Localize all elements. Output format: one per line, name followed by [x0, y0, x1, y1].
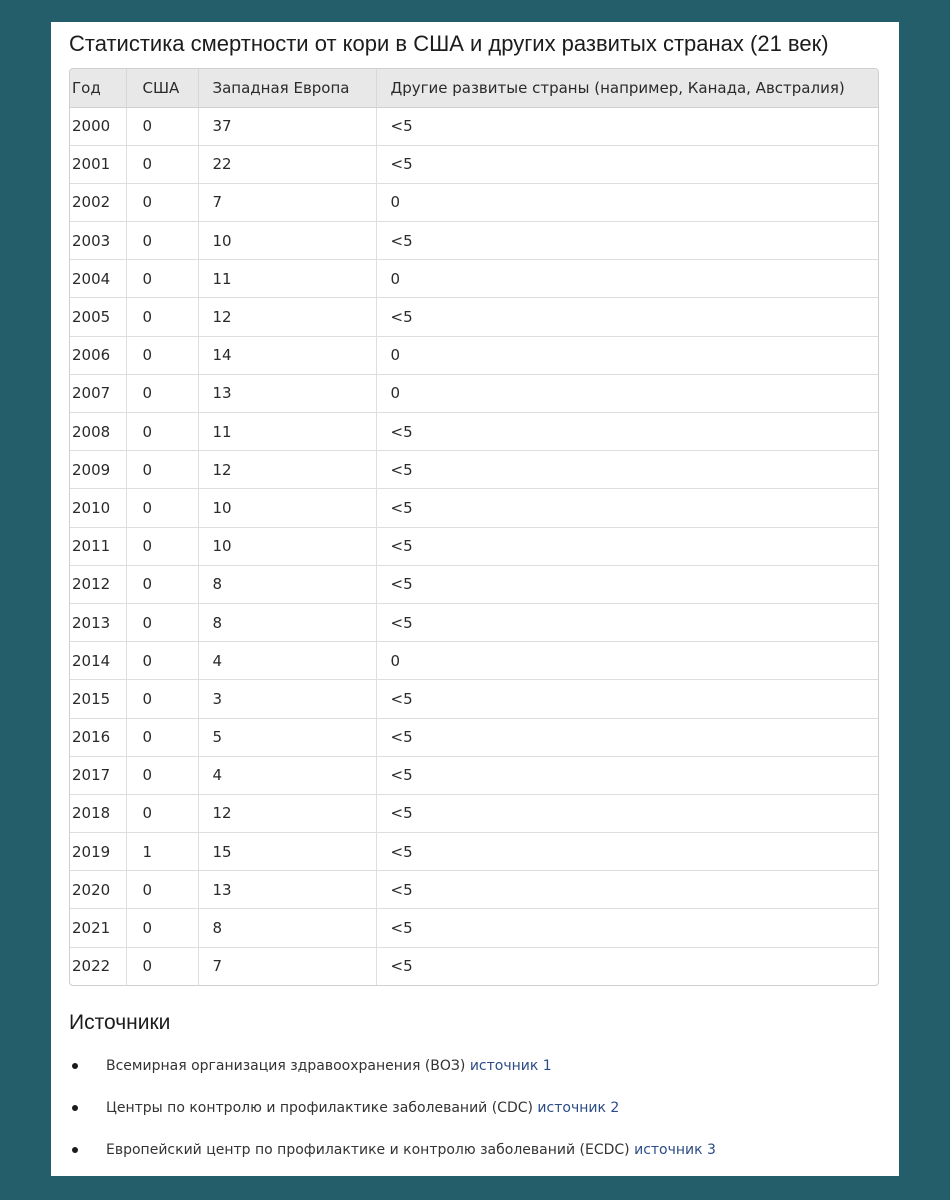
source-item	[69, 1052, 716, 1094]
table-row	[70, 680, 878, 718]
cell-western-europe: 5	[198, 718, 376, 756]
cell-western-europe: 11	[198, 260, 376, 298]
cell-year: 2001	[70, 145, 126, 183]
cell-western-europe: 7	[198, 947, 376, 985]
cell-other-developed: <5	[376, 871, 878, 909]
source-item	[69, 1136, 716, 1178]
cell-usa: 0	[126, 298, 198, 336]
cell-year: 2004	[70, 260, 126, 298]
bullet-icon	[72, 1063, 78, 1069]
cell-other-developed: <5	[376, 298, 878, 336]
cell-usa: 0	[126, 718, 198, 756]
cell-usa: 0	[126, 527, 198, 565]
bullet-icon	[72, 1147, 78, 1153]
cell-western-europe: 12	[198, 298, 376, 336]
table-row	[70, 642, 878, 680]
cell-other-developed: 0	[376, 183, 878, 221]
source-link-1[interactable]: источник 1	[469, 1058, 552, 1074]
table-row	[70, 489, 878, 527]
cell-western-europe: 10	[198, 489, 376, 527]
table-row	[70, 222, 878, 260]
cell-other-developed: <5	[376, 145, 878, 183]
source-text: Европейский центр по профилактике и контролю заболеваний (ECDC)	[106, 1142, 630, 1158]
cell-year: 2018	[70, 794, 126, 832]
cell-usa: 0	[126, 451, 198, 489]
table-row	[70, 871, 878, 909]
table-row	[70, 794, 878, 832]
cell-western-europe: 8	[198, 909, 376, 947]
cell-other-developed: 0	[376, 642, 878, 680]
cell-western-europe: 13	[198, 871, 376, 909]
cell-other-developed: <5	[376, 718, 878, 756]
table-row	[70, 909, 878, 947]
table-row	[70, 947, 878, 985]
table-row	[70, 833, 878, 871]
cell-other-developed: <5	[376, 222, 878, 260]
cell-usa: 0	[126, 413, 198, 451]
table-row	[70, 336, 878, 374]
table-row	[70, 260, 878, 298]
cell-western-europe: 10	[198, 222, 376, 260]
table-body	[70, 107, 878, 985]
cell-usa: 0	[126, 336, 198, 374]
cell-other-developed: <5	[376, 603, 878, 641]
cell-western-europe: 4	[198, 756, 376, 794]
cell-western-europe: 37	[198, 107, 376, 145]
cell-usa: 0	[126, 756, 198, 794]
cell-year: 2003	[70, 222, 126, 260]
cell-usa: 0	[126, 794, 198, 832]
source-text: Центры по контролю и профилактике заболеваний (CDC)	[106, 1100, 533, 1116]
cell-western-europe: 15	[198, 833, 376, 871]
table-row	[70, 183, 878, 221]
cell-western-europe: 8	[198, 565, 376, 603]
cell-year: 2007	[70, 374, 126, 412]
cell-other-developed: <5	[390, 957, 413, 976]
cell-western-europe: 3	[198, 680, 376, 718]
cell-western-europe: 13	[198, 374, 376, 412]
cell-usa: 0	[126, 145, 198, 183]
cell-usa: 0	[126, 680, 198, 718]
cell-other-developed: <5	[376, 756, 878, 794]
table-row	[70, 565, 878, 603]
cell-western-europe: 12	[198, 794, 376, 832]
measles-deaths-table	[70, 69, 878, 985]
cell-usa: 0	[126, 183, 198, 221]
cell-western-europe: 7	[198, 183, 376, 221]
cell-year: 2008	[70, 413, 126, 451]
cell-usa: 0	[126, 374, 198, 412]
cell-other-developed: <5	[376, 565, 878, 603]
statistics-table-container	[69, 68, 879, 986]
table-row	[70, 718, 878, 756]
cell-other-developed: <5	[376, 451, 878, 489]
cell-year: 2014	[70, 642, 126, 680]
column-header-usa: США	[126, 69, 198, 107]
cell-usa: 0	[126, 260, 198, 298]
cell-usa: 0	[126, 107, 198, 145]
cell-year: 2016	[70, 718, 126, 756]
document-sheet	[51, 22, 899, 1176]
cell-year: 2000	[70, 107, 126, 145]
cell-year: 2019	[70, 833, 126, 871]
cell-year: 2002	[70, 183, 126, 221]
sources-heading: Источники	[69, 1011, 171, 1034]
cell-other-developed: <5	[376, 413, 878, 451]
table-header-row	[70, 69, 878, 107]
cell-other-developed: 0	[376, 336, 878, 374]
cell-usa: 1	[126, 833, 198, 871]
cell-usa: 0	[126, 565, 198, 603]
cell-other-developed: <5	[376, 833, 878, 871]
cell-western-europe: 10	[198, 527, 376, 565]
cell-usa: 0	[126, 947, 198, 985]
cell-year: 2013	[70, 603, 126, 641]
cell-other-developed: <5	[376, 107, 878, 145]
column-header-year: Год	[70, 69, 126, 107]
cell-other-developed: 0	[376, 260, 878, 298]
table-row	[70, 107, 878, 145]
source-link-2[interactable]: источник 2	[537, 1100, 620, 1116]
source-item	[69, 1094, 716, 1136]
table-row	[70, 451, 878, 489]
cell-year: 2010	[70, 489, 126, 527]
table-row	[70, 145, 878, 183]
column-header-other-developed: Другие развитые страны (например, Канада, Австралия)	[376, 69, 878, 107]
table-row	[70, 603, 878, 641]
cell-year: 2020	[70, 871, 126, 909]
cell-usa: 0	[126, 909, 198, 947]
cell-western-europe: 22	[198, 145, 376, 183]
cell-western-europe: 8	[198, 603, 376, 641]
column-header-western-europe: Западная Европа	[198, 69, 376, 107]
cell-other-developed: <5	[376, 489, 878, 527]
cell-other-developed: <5	[376, 794, 878, 832]
cell-usa: 0	[126, 489, 198, 527]
table-header	[70, 69, 878, 107]
cell-usa: 0	[126, 871, 198, 909]
page-title: Статистика смертности от кори в США и других развитых странах (21 век)	[69, 31, 829, 56]
cell-western-europe: 4	[198, 642, 376, 680]
cell-year: 2022	[70, 947, 126, 985]
cell-year: 2015	[70, 680, 126, 718]
source-link-3[interactable]: источник 3	[634, 1142, 716, 1158]
cell-other-developed: <5	[376, 909, 878, 947]
sources-list	[69, 1052, 716, 1178]
cell-year: 2017	[70, 756, 126, 794]
table-row	[70, 756, 878, 794]
table-row	[70, 298, 878, 336]
table-row	[70, 374, 878, 412]
cell-other-developed: <5	[376, 527, 878, 565]
cell-western-europe: 12	[198, 451, 376, 489]
cell-western-europe: 14	[198, 336, 376, 374]
table-row	[70, 413, 878, 451]
cell-other-developed: <5	[376, 680, 878, 718]
cell-year: 2006	[70, 336, 126, 374]
bullet-icon	[72, 1105, 78, 1111]
cell-year: 2011	[70, 527, 126, 565]
cell-usa: 0	[126, 222, 198, 260]
cell-western-europe: 11	[198, 413, 376, 451]
cell-year: 2021	[70, 909, 126, 947]
cell-year: 2005	[70, 298, 126, 336]
cell-usa: 0	[126, 642, 198, 680]
source-text: Всемирная организация здравоохранения (ВОЗ)	[106, 1058, 466, 1074]
table-row	[70, 527, 878, 565]
cell-year: 2009	[70, 451, 126, 489]
cell-usa: 0	[126, 603, 198, 641]
cell-year: 2012	[70, 565, 126, 603]
cell-other-developed: 0	[376, 374, 878, 412]
